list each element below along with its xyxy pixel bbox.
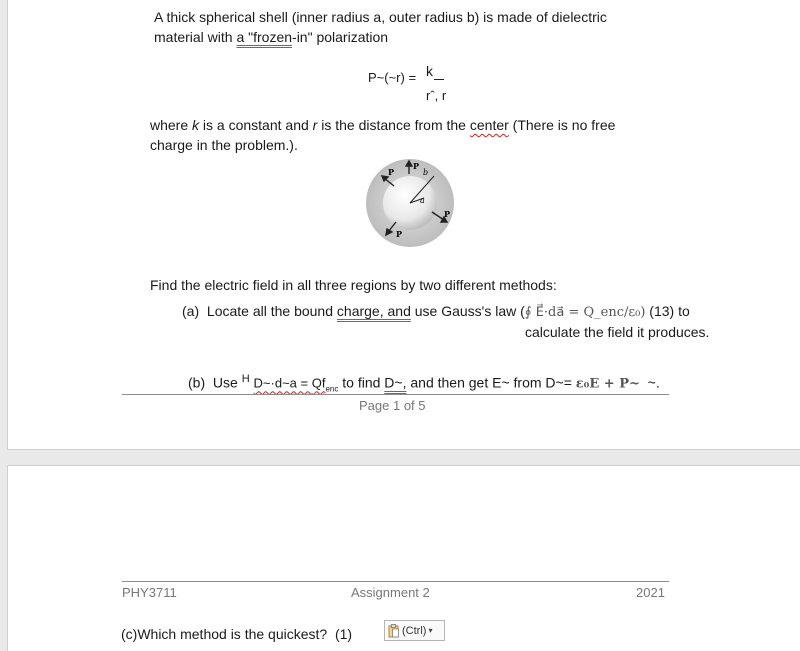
part-b-then: and then get E~ from D~= <box>406 374 576 391</box>
part-a-pre: Locate all the bound <box>206 303 337 319</box>
label-b: b <box>423 168 429 177</box>
part-b-qf: Qf <box>311 375 326 391</box>
where-c: is the distance from the <box>317 117 470 133</box>
page-number: Page 1 of 5 <box>359 398 426 413</box>
label-a: a <box>420 196 425 205</box>
where-b: is a constant and <box>199 117 313 133</box>
paste-options-label: (Ctrl) <box>402 624 427 637</box>
center-word[interactable]: center <box>469 117 509 133</box>
d-vector-text[interactable]: D~, <box>384 374 407 391</box>
header-rule <box>122 581 669 582</box>
intro-line-2-prefix: material with <box>154 29 237 45</box>
label-p-right: P <box>444 209 451 219</box>
header-course: PHY3711 <box>122 585 177 600</box>
header-assignment: Assignment 2 <box>351 585 430 600</box>
part-b-tail: ~. <box>647 374 660 391</box>
frozen-text[interactable]: a "frozen <box>236 29 293 45</box>
spherical-shell-figure <box>362 156 458 250</box>
part-a-post: use Gauss's law ( <box>410 303 525 319</box>
paste-options-button[interactable] <box>384 620 445 641</box>
intro-line-1: A thick spherical shell (inner radius a, outer radius b) is made of dielectric <box>154 9 607 25</box>
part-b-use: Use <box>212 374 238 391</box>
where-line-2: charge in the problem.). <box>150 137 298 153</box>
where-line-1 <box>150 116 615 134</box>
chevron-down-icon: ▾ <box>428 626 433 635</box>
clipboard-icon <box>388 624 400 638</box>
part-a-line-2: calculate the field it produces. <box>525 324 710 340</box>
footer-rule <box>122 394 669 395</box>
gauss-formula: ∮ E⃗·da⃗ = Q_enc/ε₀) <box>524 305 646 320</box>
label-p-top: P <box>413 161 420 171</box>
part-b-mid: to find <box>338 374 385 391</box>
fraction-bar <box>434 79 444 80</box>
part-b-label: (b) <box>188 374 206 391</box>
d-formula: ε₀E + P~ <box>575 376 640 392</box>
charge-and-text[interactable]: charge, and <box>336 303 411 319</box>
find-line: Find the electric field in all three regions by two different methods: <box>150 277 557 293</box>
part-c-num: (1) <box>334 626 353 642</box>
part-a-line-1 <box>182 302 690 322</box>
part-a-label: (a) <box>182 303 200 319</box>
header-year: 2021 <box>636 585 665 600</box>
equation-denominator: rˆ, r <box>426 88 447 103</box>
equation-lhs: P~(~r) = <box>368 70 417 85</box>
where-r: r <box>312 117 318 133</box>
part-a-num: (13) to <box>649 303 690 319</box>
document-page-1 <box>7 0 800 450</box>
intro-line-2-suffix: -in" polarization <box>292 29 389 45</box>
label-p-top-left: P <box>388 167 395 177</box>
label-p-bottom: P <box>396 229 403 239</box>
part-c-text: (c)Which method is the quickest? <box>121 626 328 642</box>
where-a: where <box>150 117 193 133</box>
intro-line-2 <box>154 28 388 46</box>
equation-numerator: k <box>426 63 433 79</box>
part-c-line <box>121 625 352 643</box>
part-b-enc: enc <box>325 384 339 394</box>
where-d: (There is no free <box>508 117 616 133</box>
part-b-expr: D~·d~a = <box>253 375 312 391</box>
part-b-h: H <box>241 373 250 385</box>
where-k: k <box>192 117 200 133</box>
